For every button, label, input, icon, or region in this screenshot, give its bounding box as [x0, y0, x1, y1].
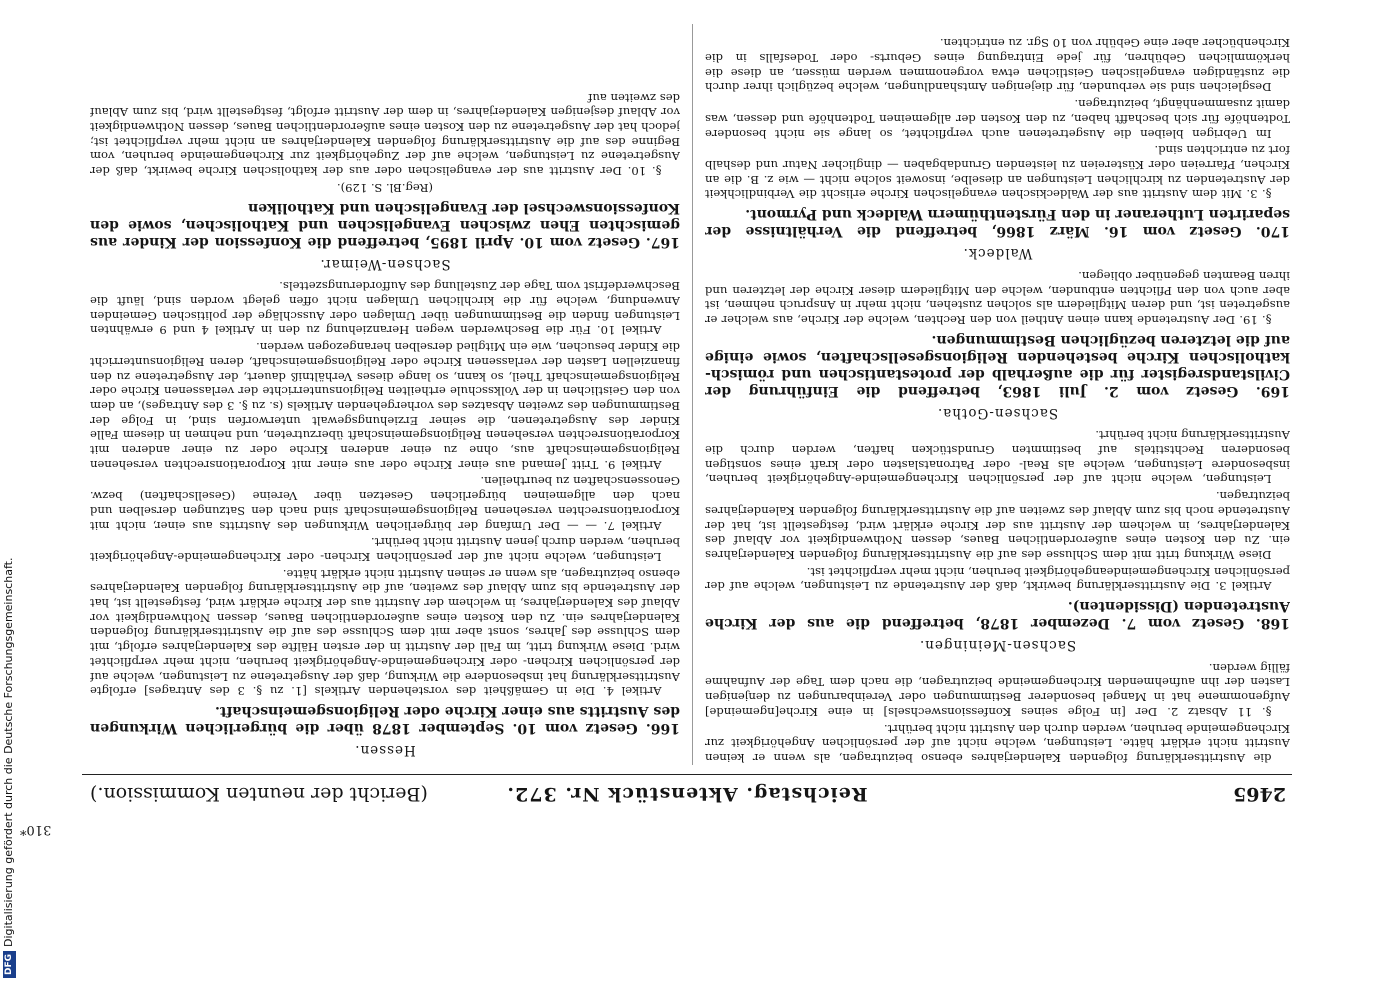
page-number: 2465 — [1233, 783, 1286, 805]
state-heading: Sachsen-Meiningen. — [918, 637, 1077, 654]
source-reference: (Reg.Bl. S. 129). — [336, 180, 434, 195]
section-heading: 170. Gesetz vom 16. März 1866, betreffend die Verhältnisse der separirten Lutheraner in den Fürstenthümern Waldeck und Pyrmont. — [705, 206, 1290, 240]
paragraph: §. 11 Absatz 2. Der [in Folge seines Konfessionswechsels] in eine Kirche[ngemeinde] Aufgenommene hat in Mangel besonderer Bestimmungen oder Vereinbarungen zu denjenigen Lasten der ihn aufnehmenden Kirchengemeinde beizutragen, die nach dem Tage der Aufnahme fällig werden. — [705, 660, 1290, 719]
section-heading: 167. Gesetz vom 10. April 1895, betreffend die Konfession der Kinder aus gemischten Ehen zwischen Evangelischen und Katholischen, sowie den Konfessionswechsel der Evangelischen und Katholiken — [90, 199, 680, 250]
paragraph: §. 19. Der Austretende kann einen Antheil von den Rechten, welche der Kirche, aus welcher er ausgetreten ist, und deren Mitgliedern als solchen zustehen, nicht mehr in Anspruch nehmen, ist aber auch von den Pflichten entbunden, welche den Mitgliedern dieser Kirche der letzteren und ihren Beamten gegenüber obliegen. — [705, 268, 1290, 327]
credit-text: Digitalisierung gefördert durch die Deutsche Forschungsgemeinschaft. — [2, 557, 15, 947]
left-column — [705, 24, 1290, 765]
paragraph: die Austrittserklärung folgenden Kalenderjahres ebenso beizutragen, als wenn er keinen Austritt nicht erklärt hätte. Leistungen, welche nicht auf der persönlichen Angehörigkeit zur Kirchengemeinde beruhen, werden durch den Austritt nicht berührt. — [705, 721, 1290, 765]
signature-mark: 310* — [20, 822, 52, 837]
state-heading: Waldeck. — [962, 245, 1033, 262]
section-heading: 168. Gesetz vom 7. Dezember 1878, betreffend die aus der Kirche Austretenden (Dissidenten). — [705, 598, 1290, 632]
running-head-right: (Bericht der neunten Kommission.) — [90, 783, 428, 805]
digitization-credit — [0, 0, 18, 1000]
paragraph: §. 3. Mit dem Austritt aus der Waldeckischen evangelischen Kirche erlischt die Verbindlichkeit der Austretenden zu kirchlichen Leistungen an dieselbe, insoweit solche nicht — wie z. B. die an Kirchen, Pfarreien oder Küstereien zu leistenden Grundabgaben — dinglicher Natur und deshalb fort zu entrichten sind. — [705, 143, 1290, 202]
state-heading: Sachsen-Gotha. — [936, 404, 1059, 421]
paragraph: §. 10. Der Austritt aus der evangelischen oder aus der katholischen Kirche bewirkt, daß der Ausgetretene zu Leistungen, welche auf der Zugehörigkeit zur Kirchengemeinde beruhen, vom Beginne des auf die Austrittserklärung folgenden Kalenderjahres an nicht mehr verpflichtet ist; jedoch hat der Ausgetretene zu den Kosten eines außerordentlichen Baues, dessen Nothwendigkeit vor Ablauf desjenigen Kalenderjahres, in dem der Austritt erfolgt, festgestellt wird, bis zum Ablauf des zweiten auf — [90, 90, 680, 179]
paragraph: Artikel 3. Die Austrittserklärung bewirkt, daß der Austretende zu Leistungen, welche auf der persönlichen Kirchengemeindeangehörigkeit beruhen, nicht mehr verpflichtet ist. — [705, 564, 1290, 594]
paragraph: Diese Wirkung tritt mit dem Schlusse des auf die Austrittserklärung folgenden Kalenderjahres ein. Zu den Kosten eines außerordentlichen Baues, dessen Nothwendigkeit vor Ablauf des Kalenderjahres, in welchem der Austritt aus der Kirche erklärt wird, festgestellt ist, hat der Austretende noch bis zum Ablauf des zweiten auf die Austrittserklärung folgenden Kalenderjahres beizutragen. — [705, 489, 1290, 562]
paragraph: Artikel 10. Für die Beschwerden wegen Heranziehung zu den in Artikel 4 und 9 erwähnten Leistungen finden die Bestimmungen über Umlagen oder Ausschläge der politischen Gemeinden Anwendung, welche für die kirchlichen Umlagen nicht offen gelegt worden sind, läuft die Beschwerdefrist vom Tage der Zustellung des Aufforderungszettels. — [90, 279, 680, 338]
paragraph: Leistungen, welche nicht auf der persönlichen Kirchengemeinde-Angehörigkeit beruhen, insbesondere Leistungen, welche als Real- oder Patronatslasten oder kraft eines sonstigen besonderen Rechtstitels auf bestimmten Grundstücken haften, werden durch die Austrittserklärung nicht berührt. — [705, 428, 1290, 487]
scanned-page — [82, 18, 1292, 813]
state-heading: Hessen. — [354, 742, 416, 758]
running-head-title: Reichstag. Aktenstück Nr. 372. — [506, 783, 868, 805]
dfg-logo: DFG — [3, 951, 16, 978]
paragraph: Artikel 4. Die in Gemäßheit des vorstehenden Artikels [1. zu §. 3 des Antrages] erfolgte Austrittserklärung hat insbesondere die Wirkung, daß der Ausgetretene zu Leistungen, welche auf der persönlichen Kirchen- oder Kirchengemeinde-Angehörigkeit beruhen, nicht mehr verpflichtet wird. Diese Wirkung tritt, im Fall der Austritt in der ersten Hälfte des Kalenderjahres erfolgt, mit dem Schlusse des Jahres, sonst aber mit dem Schlusse des auf die Austrittserklärung folgenden Kalenderjahres ein. Zu den Kosten eines außerordentlichen Baues, dessen Nothwendigkeit vor Ablauf des Kalenderjahres, in welchem der Austritt aus der Kirche erklärt wird, festgestellt ist, hat der Austretende bis zum Ablauf des zweiten, auf die Austrittserklärung folgenden Kalenderjahres ebenso beizutragen, als wenn er seinen Austritt nicht erklärt hätte. — [90, 566, 680, 699]
paragraph: Artikel 9. Tritt Jemand aus einer Kirche oder aus einer mit Korporationsrechten versehenen Religionsgemeinschaft aus, ohne zu einer anderen Kirche oder zu einer anderen mit Korporationsrechten versehenen Religionsgemeinschaft überzutreten, und nehmen in diesem Falle Kinder des Ausgetretenen, die seiner Erziehungsgewalt unterworfen sind, in Folge der Bestimmungen des zweiten Absatzes des vorhergehenden Artikels (s. zu §. 3 des Antrages), an dem von den Geistlichen in der Volksschule ertheilten Religionsunterrichte der verlassenen Kirche oder Religionsgemeinschaft Theil, so kann, so lange dieses Verhältniß dauert, der Ausgetretene zu den finanziellen Lasten der verlassenen Kirche oder Religionsgemeinschaft, deren Religionsunterricht die Kinder besuchen, wie ein Mitglied derselben herangezogen werden. — [90, 340, 680, 472]
running-head — [82, 774, 1292, 813]
paragraph: Im Uebrigen bleiben die Ausgetretenen auch verpflichtet, so lange sie nicht besondere Todtenhöfe für sich beschafft haben, zu den Kosten der allgemeinen Todtenhöfe und dessen, was damit zusammenhängt, beizutragen. — [705, 97, 1290, 141]
paragraph: Desgleichen sind sie verbunden, für diejenigen Amtshandlungen, welche bezüglich ihrer durch die zuständigen evangelischen Geistlichen etwa vorgenommen werden müssen, an diese die herkömmlichen Gebühren, für jede Eintragung eines Geburts- oder Todesfalls in die Kirchenbücher aber eine Gebühr von 10 Sgr. zu entrichten. — [705, 36, 1290, 95]
section-heading: 169. Gesetz vom 2. Juli 1863, betreffend die Einführung der Civilstandsregister für die außerhalb der protestantischen und römisch-katholischen Kirche bestehenden Religionsgesellschaften, sowie einige auf die letzteren bezüglichen Bestimmungen. — [705, 331, 1290, 399]
section-heading: 166. Gesetz vom 10. September 1878 über die bürgerlichen Wirkungen des Austritts aus einer Kirche oder Religionsgemeinschaft. — [90, 703, 680, 737]
paragraph: Artikel 7. — — Der Umfang der bürgerlichen Wirkungen des Austritts aus einer, nicht mit Korporationsrechten versehenen Religionsgemeinschaft sind nach den Satzungen derselben und nach den allgemeinen bürgerlichen Gesetzen über Vereine (Gesellschaften) bezw. Genossenschaften zu beurtheilen. — [90, 474, 680, 533]
column-divider — [692, 24, 693, 765]
right-column — [90, 24, 680, 765]
state-heading: Sachsen-Weimar. — [319, 255, 451, 272]
paragraph: Leistungen, welche nicht auf der persönlichen Kirchen- oder Kirchengemeinde-Angehörigkeit beruhen, werden durch jenen Austritt nicht berührt. — [90, 535, 680, 564]
